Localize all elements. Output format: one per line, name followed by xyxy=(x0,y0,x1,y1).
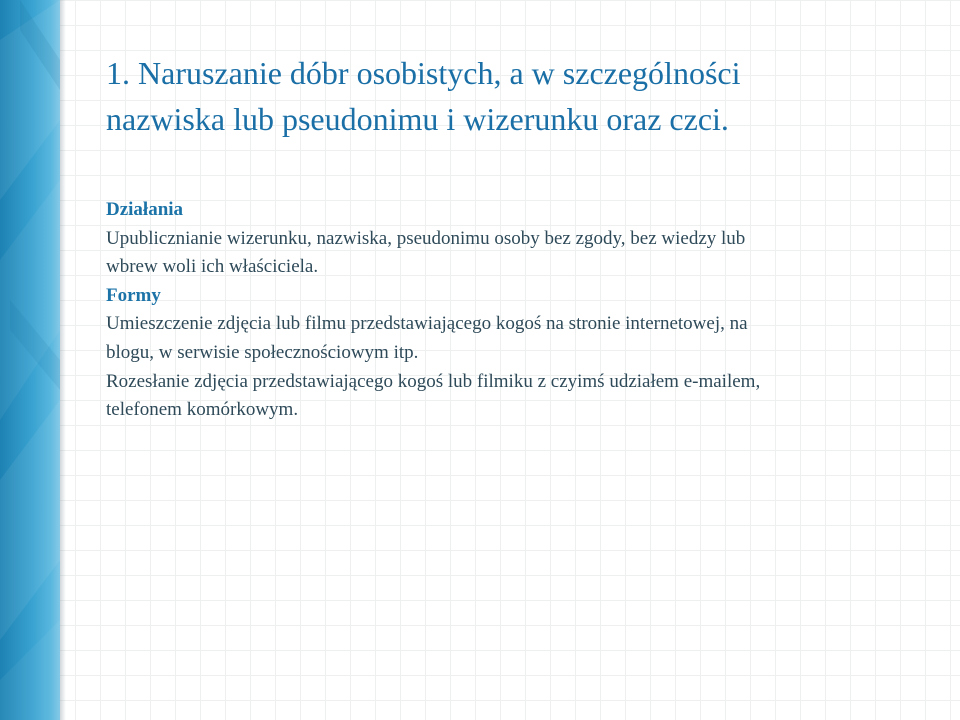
slide-title-line-2: nazwiska lub pseudonimu i wizerunku oraz czci. xyxy=(106,101,729,137)
body-line: Rozesłanie zdjęcia przedstawiającego kogoś lub filmiku z czyimś udziałem e-mailem, xyxy=(106,370,761,392)
side-bar-pattern xyxy=(0,0,60,720)
body-line: wbrew woli ich właściciela. xyxy=(106,256,319,278)
body-line: blogu, w serwisie społecznościowym itp. xyxy=(106,341,419,363)
body-line: telefonem komórkowym. xyxy=(106,399,299,421)
section-heading: Formy xyxy=(106,284,161,306)
body-line: Upublicznianie wizerunku, nazwiska, pseudonimu osoby bez zgody, bez wiedzy lub xyxy=(106,227,746,249)
section-dzialania xyxy=(106,196,946,282)
section-heading: Działania xyxy=(106,199,184,220)
slide-title xyxy=(106,50,946,142)
slide-content xyxy=(106,196,946,425)
section-formy xyxy=(106,282,946,425)
side-bar-shadow xyxy=(60,0,66,720)
slide-title-line-1: 1. Naruszanie dóbr osobistych, a w szczególności xyxy=(106,55,741,91)
body-line: Umieszczenie zdjęcia lub filmu przedstawiającego kogoś na stronie internetowej, na xyxy=(106,313,748,335)
decorative-side-bar xyxy=(0,0,60,720)
